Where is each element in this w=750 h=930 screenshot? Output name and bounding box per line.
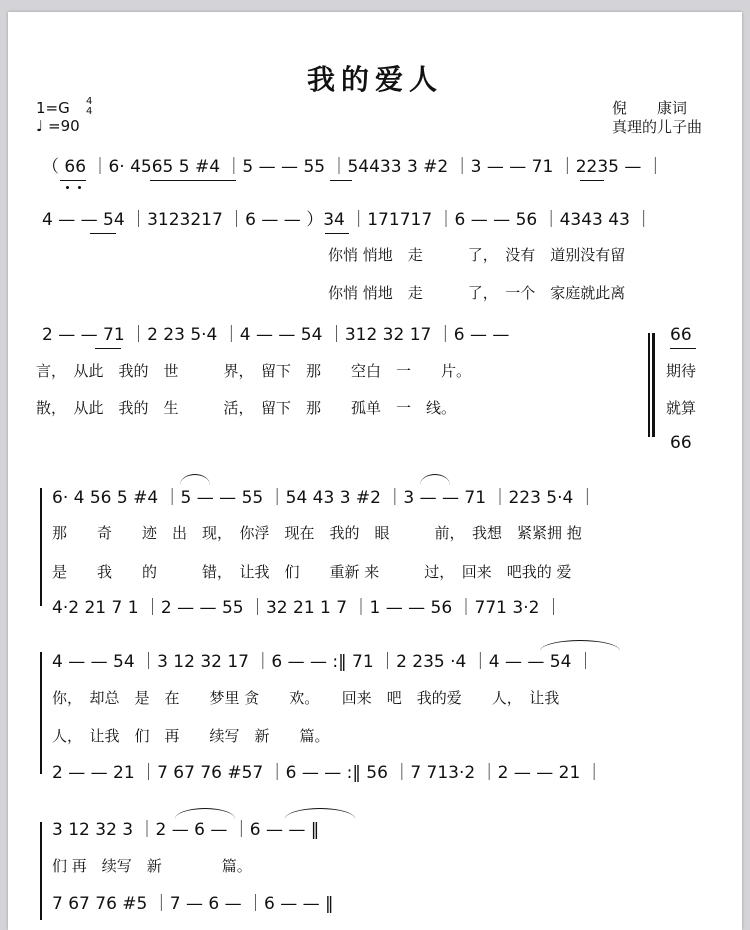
duration-underline [150, 180, 236, 181]
lyric-row-2-verse-1: 你悄 悄地 走 了， 没有 道别没有留 [328, 246, 626, 264]
slur [285, 808, 355, 819]
volta-bracket-thin [648, 333, 650, 437]
duration-underline [60, 180, 86, 181]
slur [175, 808, 235, 819]
notation-row-3: 2 — — 71 ｜2 23 5·4 ｜4 — — 54 ｜312 32 17 ｜6 — — [42, 325, 510, 345]
harmony-row-4: 4·2 21 7 1 ｜2 — — 55 ｜32 21 1 7 ｜1 — — 56 ｜771 3·2 ｜ [52, 598, 562, 618]
slur [540, 640, 620, 651]
key-signature: 1=G [36, 99, 70, 117]
duration-underline [670, 348, 696, 349]
duration-underline [90, 233, 116, 234]
composer-credit: 真理的儿子曲 [612, 118, 703, 136]
time-signature-bottom: 4 [86, 106, 93, 117]
harmony-row-6: 7 67 76 #5 ｜7 — 6 — ｜6 — — ‖ [52, 894, 334, 914]
octave-dot [78, 186, 81, 189]
lyric-row-5-verse-2: 人， 让我 们 再 续写 新 篇。 [52, 727, 330, 745]
system-brace-6 [40, 822, 42, 920]
time-signature-top: 4 [86, 96, 93, 107]
duration-underline [325, 233, 349, 234]
lyricist-credit: 倪 康词 [612, 99, 688, 117]
system-brace-5 [40, 652, 42, 774]
slur [420, 474, 450, 485]
system-brace-4 [40, 488, 42, 606]
notation-row-2: 4 — — 54 ｜3123217 ｜6 — — ）34 ｜171717 ｜6 — — 56 ｜4343 43 ｜ [42, 210, 653, 230]
lyric-row-4-verse-1: 那 奇 迹 出 现， 你浮 现在 我的 眼 前， 我想 紧紧拥 抱 [52, 524, 582, 542]
notation-row-5: 4 — — 54 ｜3 12 32 17 ｜6 — — :‖ 71 ｜2 235 ·4 ｜4 — — 54 ｜ [52, 652, 594, 672]
duration-underline [95, 348, 121, 349]
song-title: 我的爱人 [306, 63, 443, 96]
notation-row-4: 6· 4 56 5 #4 ｜5 — — 55 ｜54 43 3 #2 ｜3 — — 71 ｜223 5·4 ｜ [52, 488, 596, 508]
duration-underline [580, 180, 604, 181]
octave-dot [66, 186, 69, 189]
lyric-row-6: 们 再 续写 新 篇。 [52, 857, 252, 875]
slur [180, 474, 210, 485]
lyric-row-3-verse-1: 言， 从此 我的 世 界， 留下 那 空白 一 片。 [36, 362, 472, 380]
lyric-row-3-verse-2: 散， 从此 我的 生 活， 留下 那 孤单 一 线。 [36, 399, 457, 417]
pickup-lyric-lower: 就算 [666, 399, 697, 417]
volta-bracket-thick [652, 333, 655, 437]
lyric-row-4-verse-2: 是 我 的 错， 让我 们 重新 来 过， 回来 吧我的 爱 [52, 563, 572, 581]
pickup-lyric-upper: 期待 [666, 362, 697, 380]
pickup-upper: 66 [670, 325, 692, 345]
pickup-lower: 66 [670, 433, 692, 453]
lyric-row-5-verse-1: 你， 却总 是 在 梦里 贪 欢。 回来 吧 我的爱 人， 让我 [52, 689, 560, 707]
duration-underline [330, 180, 352, 181]
tempo-mark: =90 [48, 117, 80, 135]
lyric-row-2-verse-2: 你悄 悄地 走 了， 一个 家庭就此离 [328, 284, 626, 302]
quarter-note-icon: ♩ [36, 117, 44, 135]
notation-row-6: 3 12 32 3 ｜2 — 6 — ｜6 — — ‖ [52, 820, 320, 840]
harmony-row-5: 2 — — 21 ｜7 67 76 #57 ｜6 — — :‖ 56 ｜7 713·2 ｜2 — — 21 ｜ [52, 763, 603, 783]
notation-row-1: （ 66 ｜6· 4565 5 #4 ｜5 — — 55 ｜54433 3 #2 ｜3 — — 71 ｜2235 — ｜ [42, 157, 664, 177]
